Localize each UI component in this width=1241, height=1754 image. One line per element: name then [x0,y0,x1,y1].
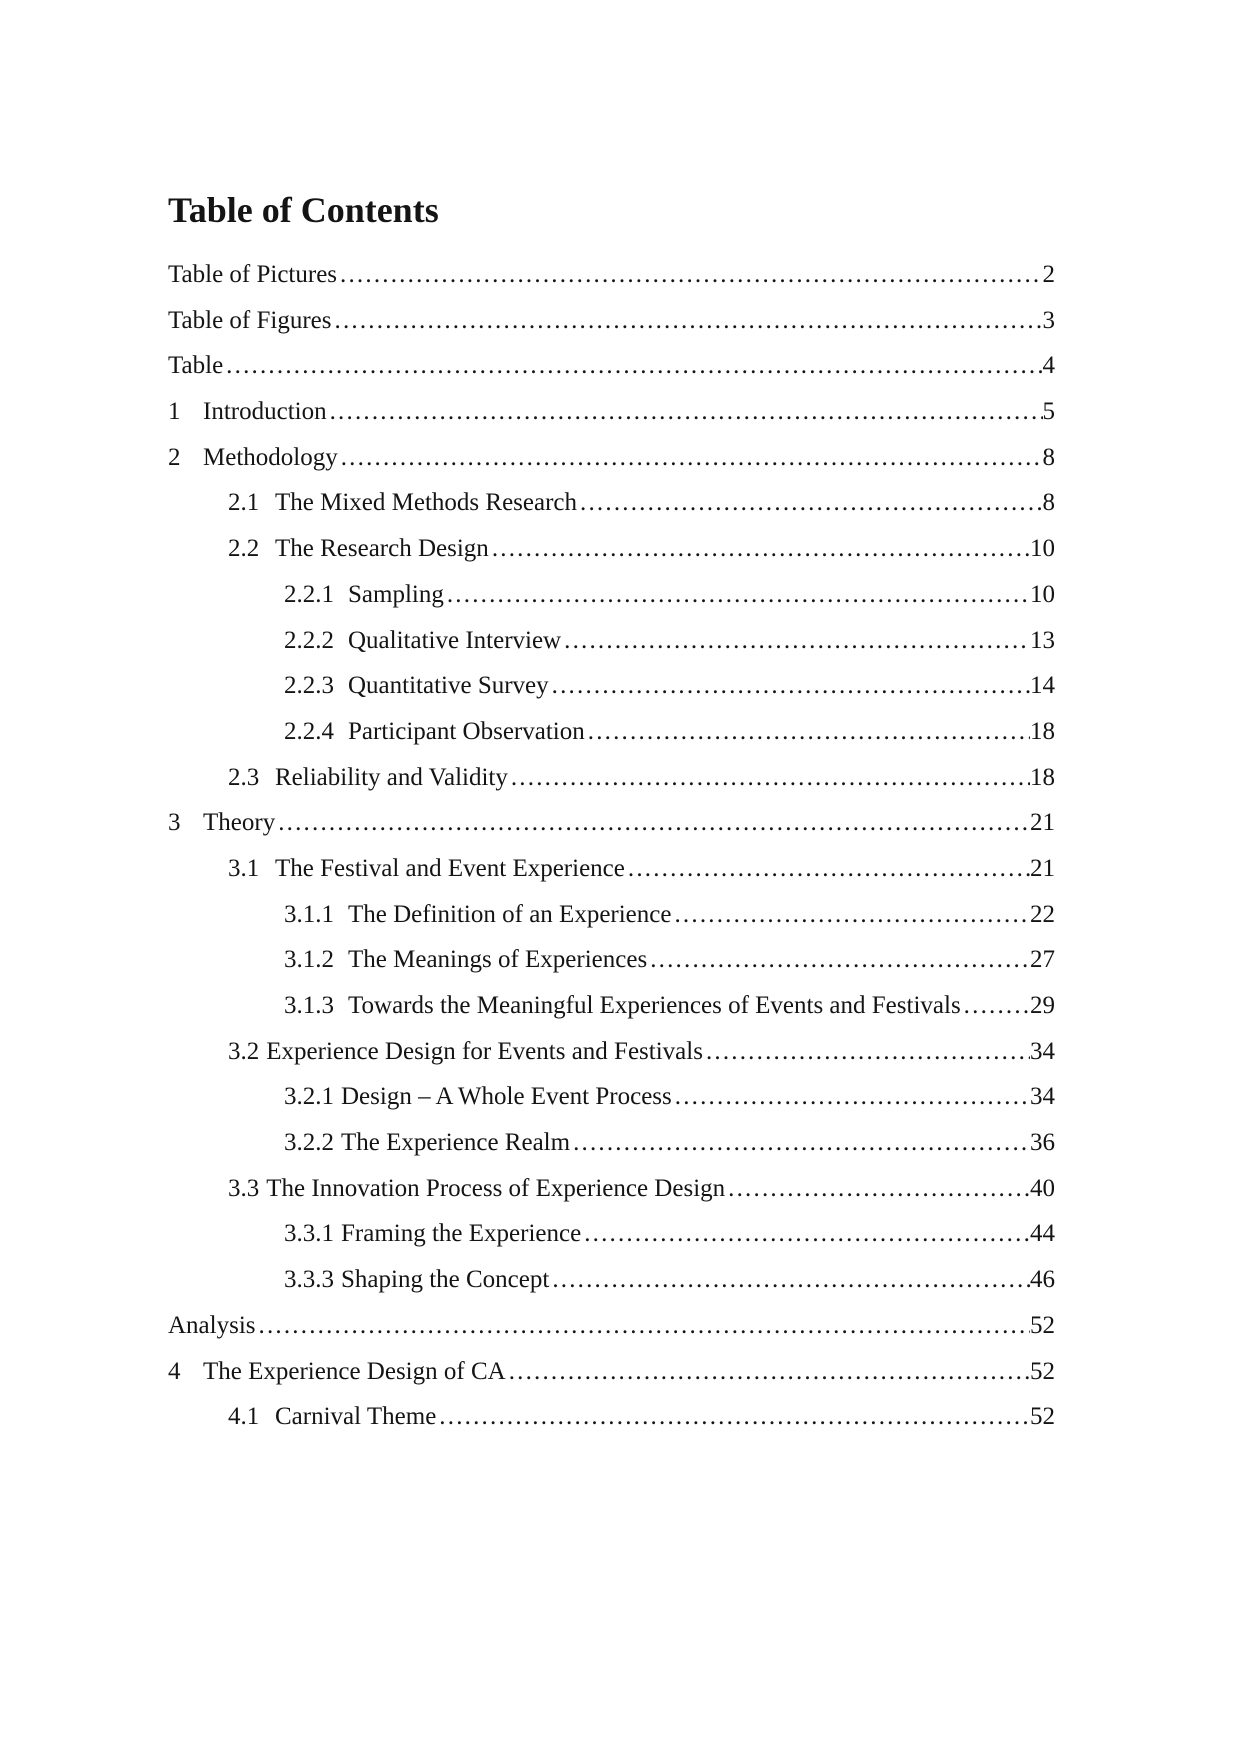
toc-entry-label: The Mixed Methods Research [275,489,578,517]
toc-entry[interactable] [168,343,1055,389]
toc-entry[interactable] [168,1120,1055,1166]
toc-entry-label: The Research Design [275,535,489,563]
toc-entry-number: 3.1.2 [284,946,334,974]
toc-dot-leader [964,983,1030,1029]
toc-entry-page: 8 [1042,489,1055,517]
toc-entry-label: Carnival Theme [275,1403,437,1431]
toc-entry[interactable] [168,1349,1055,1395]
toc-entry-number: 3.2.1 [284,1083,334,1111]
toc-entry-label: Analysis [168,1311,256,1339]
toc-entry-number: 2.2.4 [284,717,334,745]
toc-entry-label: Qualitative Interview [348,626,562,654]
toc-entry-page: 52 [1030,1311,1055,1339]
toc-dot-leader [226,343,1042,389]
toc-entry-page: 34 [1030,1083,1055,1111]
toc-dot-leader [706,1029,1030,1075]
toc-entry[interactable] [168,1029,1055,1075]
toc-entry-label: Methodology [203,443,338,471]
toc-dot-leader [340,252,1042,298]
toc-entry[interactable] [168,937,1055,983]
toc-entry-page: 29 [1030,992,1055,1019]
toc-dot-leader [330,389,1043,435]
toc-dot-leader [588,709,1030,755]
toc-entry-page: 4 [1042,352,1055,380]
toc-entry-label: Table of Figures [168,306,332,334]
toc-entry-number: 3.3.3 [284,1266,334,1294]
toc-entry[interactable] [168,252,1055,298]
toc-entry[interactable] [168,298,1055,344]
toc-entry-page: 21 [1030,854,1055,882]
toc-entry-number: 3.3.1 [284,1220,334,1248]
toc-dot-leader [628,846,1030,892]
toc-dot-leader [511,755,1030,801]
toc-entry[interactable] [168,800,1055,846]
toc-entry-page: 40 [1030,1174,1055,1202]
toc-entry-page: 18 [1030,717,1055,745]
toc-dot-leader [492,526,1030,572]
toc-dot-leader [564,618,1030,664]
toc-entry-number: 3.2 [228,1037,260,1065]
toc-entry-label: Table of Pictures [168,261,338,288]
toc-entry-label: Towards the Meaningful Experiences of Events and Festivals [348,992,961,1019]
toc-list [168,252,1055,1440]
toc-dot-leader [675,1074,1030,1120]
toc-entry-number: 2.3 [228,763,260,791]
toc-entry-page: 27 [1030,946,1055,974]
toc-entry-page: 21 [1030,809,1055,837]
toc-entry-page: 36 [1030,1129,1055,1157]
toc-entry-number: 2.1 [228,489,260,517]
toc-entry[interactable] [168,1257,1055,1303]
toc-dot-leader [650,937,1030,983]
toc-entry-label: The Experience Realm [341,1129,571,1157]
toc-entry-number: 3.3 [228,1174,260,1202]
toc-dot-leader [552,663,1030,709]
toc-entry-label: Framing the Experience [341,1220,582,1248]
toc-entry-label: Participant Observation [348,717,585,745]
toc-dot-leader [584,1211,1030,1257]
toc-entry[interactable] [168,892,1055,938]
toc-entry-page: 14 [1030,672,1055,700]
toc-dot-leader [728,1166,1030,1212]
toc-entry-number: 3 [168,809,181,837]
toc-entry-label: Reliability and Validity [275,763,508,791]
toc-dot-leader [439,1394,1030,1440]
toc-entry-number: 4.1 [228,1403,260,1431]
toc-entry-page: 44 [1030,1220,1055,1248]
toc-entry-label: Sampling [348,580,444,608]
table-of-contents [168,190,1055,1440]
toc-entry[interactable] [168,1394,1055,1440]
toc-entry[interactable] [168,435,1055,481]
toc-entry-number: 3.1.1 [284,900,334,928]
toc-entry-number: 2.2.3 [284,672,334,700]
toc-entry-page: 52 [1030,1403,1055,1431]
toc-entry[interactable] [168,480,1055,526]
toc-entry[interactable] [168,1303,1055,1349]
toc-dot-leader [278,800,1030,846]
toc-dot-leader [573,1120,1030,1166]
toc-entry-number: 3.1 [228,854,260,882]
toc-dot-leader [447,572,1030,618]
toc-entry-label: The Festival and Event Experience [275,854,625,882]
toc-entry-page: 22 [1030,900,1055,928]
toc-entry[interactable] [168,572,1055,618]
toc-entry[interactable] [168,755,1055,801]
toc-dot-leader [552,1257,1030,1303]
toc-entry[interactable] [168,1211,1055,1257]
toc-entry-page: 52 [1030,1357,1055,1385]
toc-entry-number: 2 [168,443,181,471]
toc-entry-page: 13 [1030,626,1055,654]
toc-entry-page: 46 [1030,1266,1055,1294]
toc-entry-page: 8 [1042,443,1055,471]
toc-entry-page: 10 [1030,535,1055,563]
toc-entry[interactable] [168,618,1055,664]
toc-entry-label: The Meanings of Experiences [348,946,648,974]
toc-entry-number: 2.2.1 [284,580,334,608]
toc-dot-leader [580,480,1042,526]
toc-entry[interactable] [168,526,1055,572]
toc-entry[interactable] [168,1074,1055,1120]
toc-dot-leader [335,298,1043,344]
toc-entry-page: 10 [1030,580,1055,608]
toc-entry[interactable] [168,663,1055,709]
toc-entry[interactable] [168,1166,1055,1212]
toc-entry-label: Introduction [203,398,327,426]
toc-dot-leader [674,892,1030,938]
toc-entry-label: The Experience Design of CA [203,1357,506,1385]
toc-entry-page: 2 [1042,261,1055,288]
toc-entry-number: 2.2.2 [284,626,334,654]
toc-dot-leader [259,1303,1031,1349]
toc-entry-number: 3.1.3 [284,992,334,1019]
toc-dot-leader [509,1349,1030,1395]
toc-entry-label: Experience Design for Events and Festivals [266,1037,703,1065]
toc-entry-label: The Definition of an Experience [348,900,672,928]
toc-entry-number: 3.2.2 [284,1129,334,1157]
toc-entry[interactable] [168,709,1055,755]
toc-entry-label: Table [168,352,224,380]
toc-dot-leader [341,435,1043,481]
toc-entry-label: Theory [203,809,276,837]
toc-entry-number: 4 [168,1357,181,1385]
toc-entry-label: Shaping the Concept [341,1266,550,1294]
toc-entry-page: 5 [1042,398,1055,426]
page-title: Table of Contents [168,190,439,230]
toc-entry[interactable] [168,983,1055,1029]
toc-entry-number: 2.2 [228,535,260,563]
toc-entry-page: 18 [1030,763,1055,791]
toc-entry-page: 34 [1030,1037,1055,1065]
toc-entry[interactable] [168,846,1055,892]
toc-entry-number: 1 [168,398,181,426]
toc-entry[interactable] [168,389,1055,435]
toc-entry-label: Design – A Whole Event Process [341,1083,672,1111]
toc-entry-label: The Innovation Process of Experience Design [266,1174,726,1202]
toc-entry-page: 3 [1042,306,1055,334]
toc-entry-label: Quantitative Survey [348,672,549,700]
